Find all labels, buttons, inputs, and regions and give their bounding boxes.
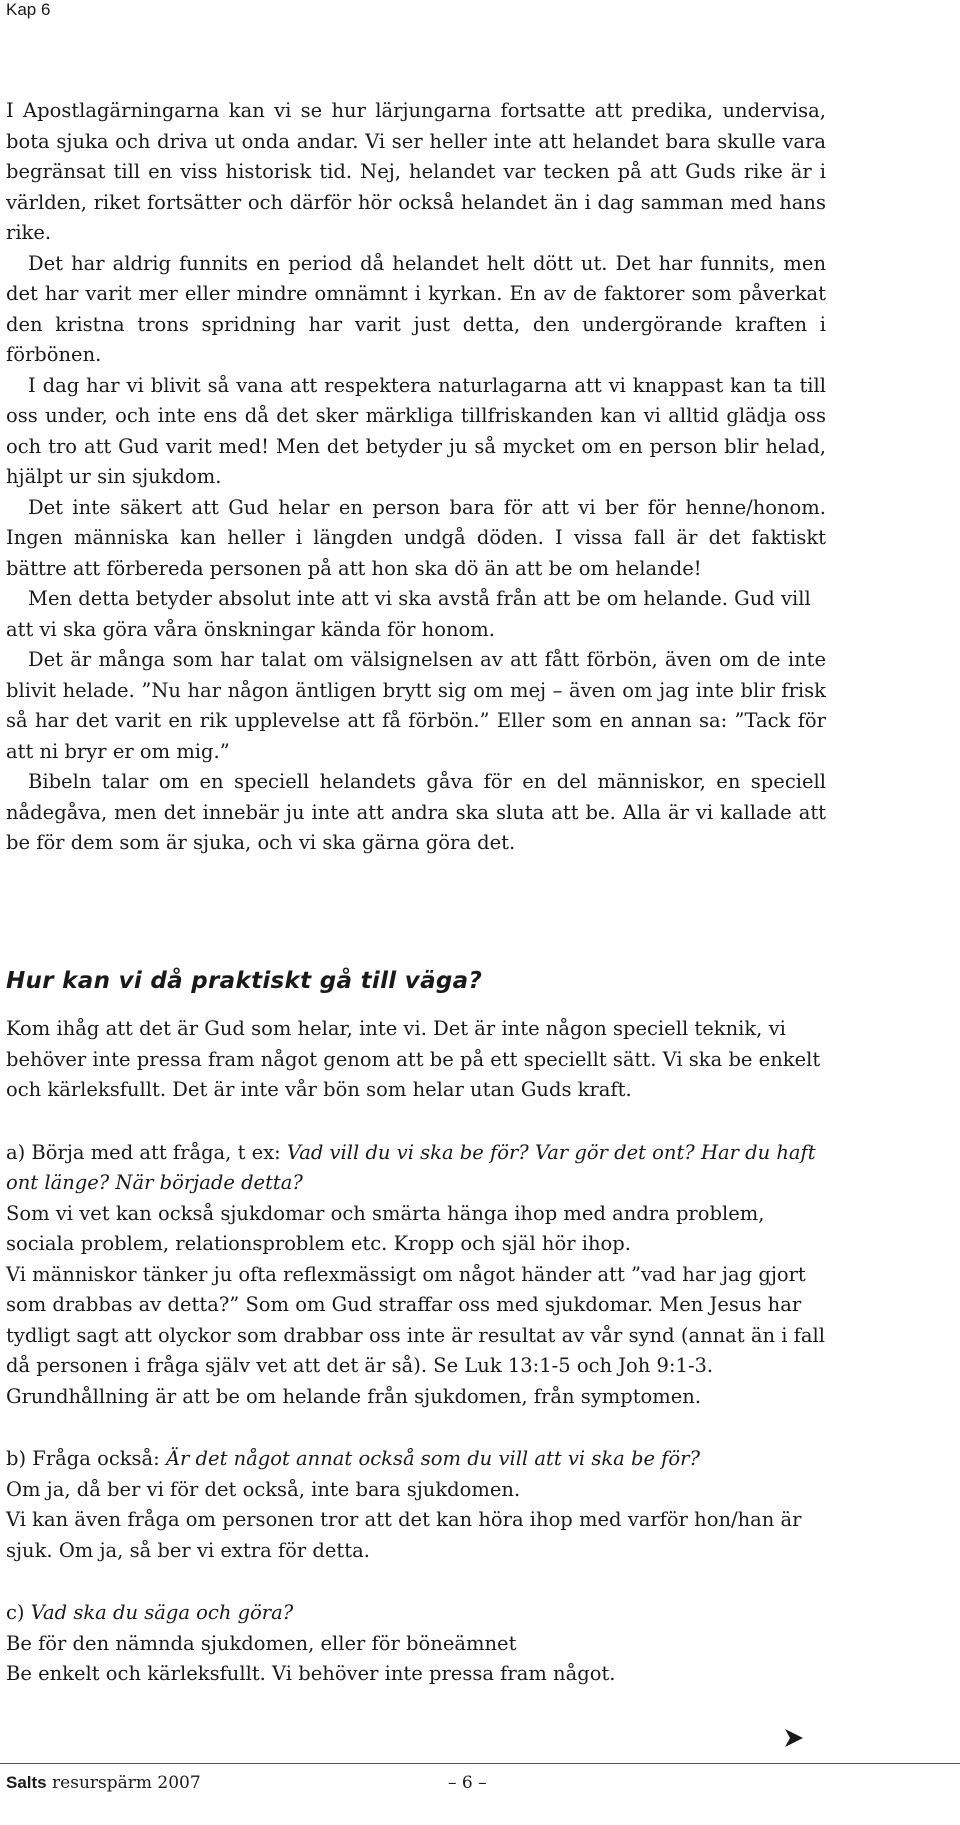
section-body bbox=[6, 1014, 826, 1690]
item-c-line: Be för den nämnda sjukdomen, eller för böneämnet bbox=[6, 1631, 517, 1655]
item-c-question: Vad ska du säga och göra? bbox=[30, 1601, 294, 1624]
item-a-line: Grundhållning är att be om helande från sjukdomen, från symptomen. bbox=[6, 1384, 702, 1408]
chapter-label: Kap 6 bbox=[6, 0, 51, 19]
footer-title: resurspärm 2007 bbox=[46, 1773, 201, 1793]
item-b-question-line bbox=[6, 1444, 826, 1475]
item-a-question-line bbox=[6, 1138, 826, 1199]
item-c-prefix: c) bbox=[6, 1601, 31, 1624]
paragraph: Det inte säkert att Gud helar en person bara för att vi ber för henne/honom. Ingen människa kan heller i längden undgå döden. I vissa fall är det faktiskt bättre att förbereda personen på att hon ska dö än att be om helande! bbox=[6, 495, 826, 580]
section-heading: Hur kan vi då praktiskt gå till väga? bbox=[6, 968, 483, 994]
item-a-question: Vad vill du vi ska be för? Var gör det ont? Har du haft ont länge? När började detta? bbox=[6, 1140, 816, 1194]
footer-publication bbox=[6, 1773, 201, 1793]
item-a-line: Som vi vet kan också sjukdomar och smärta hänga ihop med andra problem, sociala problem, relationsproblem etc. Kropp och själ hör ihop. bbox=[6, 1201, 765, 1255]
paragraph: I Apostlagärningarna kan vi se hur lärjungarna fortsatte att predika, undervisa, bota sjuka och driva ut onda andar. Vi ser heller inte att helandet bara skulle vara begränsat till en viss historisk tid. Nej, helandet var tecken på att Guds rike är i världen, riket fortsätter och därför hör också helandet än i dag samman med hans rike. bbox=[6, 99, 826, 244]
item-b-question: Är det något annat också som du vill att vi ska be för? bbox=[165, 1447, 700, 1470]
page-number: – 6 – bbox=[448, 1773, 487, 1793]
item-a-prefix: a) Börja med att fråga, t ex: bbox=[6, 1140, 287, 1164]
paragraph: Bibeln talar om en speciell helandets gåva för en del människor, en speciell nådegåva, men det innebär ju inte att andra ska sluta att be. Alla är vi kallade att be för dem som är sjuka, och vi ska gärna göra det. bbox=[6, 770, 826, 854]
item-b-line: Vi kan även fråga om personen tror att det kan höra ihop med varför hon/han är sjuk. Om ja, så ber vi extra för detta. bbox=[6, 1508, 802, 1562]
item-b-prefix: b) Fråga också: bbox=[6, 1447, 166, 1470]
item-c-line: Be enkelt och kärleksfullt. Vi behöver inte pressa fram något. bbox=[6, 1662, 616, 1685]
paragraph: Men detta betyder absolut inte att vi ska avstå från att be om helande. Gud vill att vi ska göra våra önskningar kända för honom. bbox=[6, 587, 811, 641]
arrowhead-right-icon bbox=[783, 1728, 805, 1748]
paragraph: Det är många som har talat om välsignelsen av att fått förbön, även om de inte blivit helade. ”Nu har någon äntligen brytt sig om mej – även om jag inte blir frisk så har det varit en rik upplevelse att få förbön.” Eller som en annan sa: ”Tack för att ni bryr er om mig.” bbox=[6, 648, 826, 763]
section-intro: Kom ihåg att det är Gud som helar, inte vi. Det är inte någon speciell teknik, vi behöver inte pressa fram något genom att be på ett speciellt sätt. Vi ska be enkelt och kärleksfullt. Det är inte vår bön som helar utan Guds kraft. bbox=[6, 1017, 821, 1101]
item-c-question-line bbox=[6, 1598, 826, 1629]
footer-divider bbox=[0, 1763, 960, 1764]
footer-brand: Salts bbox=[6, 1773, 47, 1792]
paragraph: Det har aldrig funnits en period då helandet helt dött ut. Det har funnits, men det har varit mer eller mindre omnämnt i kyrkan. En av de faktorer som påverkat den kristna trons spridning har varit just detta, den undergörande kraften i förbönen. bbox=[6, 251, 826, 366]
item-a-line: Vi människor tänker ju ofta reflexmässigt om något händer att ”vad har jag gjort som drabbas av detta?” Som om Gud straffar oss med sjukdomar. Men Jesus har tydligt sagt att olyckor som drabbar oss inte är resultat av vår synd (annat än i fall då personen i fråga själv vet att det är så). Se Luk 13:1-5 och Joh 9:1-3. bbox=[6, 1262, 825, 1377]
item-b-line: Om ja, då ber vi för det också, inte bara sjukdomen. bbox=[6, 1477, 521, 1501]
body-text bbox=[6, 96, 826, 859]
paragraph: I dag har vi blivit så vana att respektera naturlagarna att vi knappast kan ta till oss under, och inte ens då det sker märkliga tillfriskanden kan vi alltid glädja oss och tro att Gud varit med! Men det betyder ju så mycket om en person blir helad, hjälpt ur sin sjukdom. bbox=[6, 373, 826, 488]
